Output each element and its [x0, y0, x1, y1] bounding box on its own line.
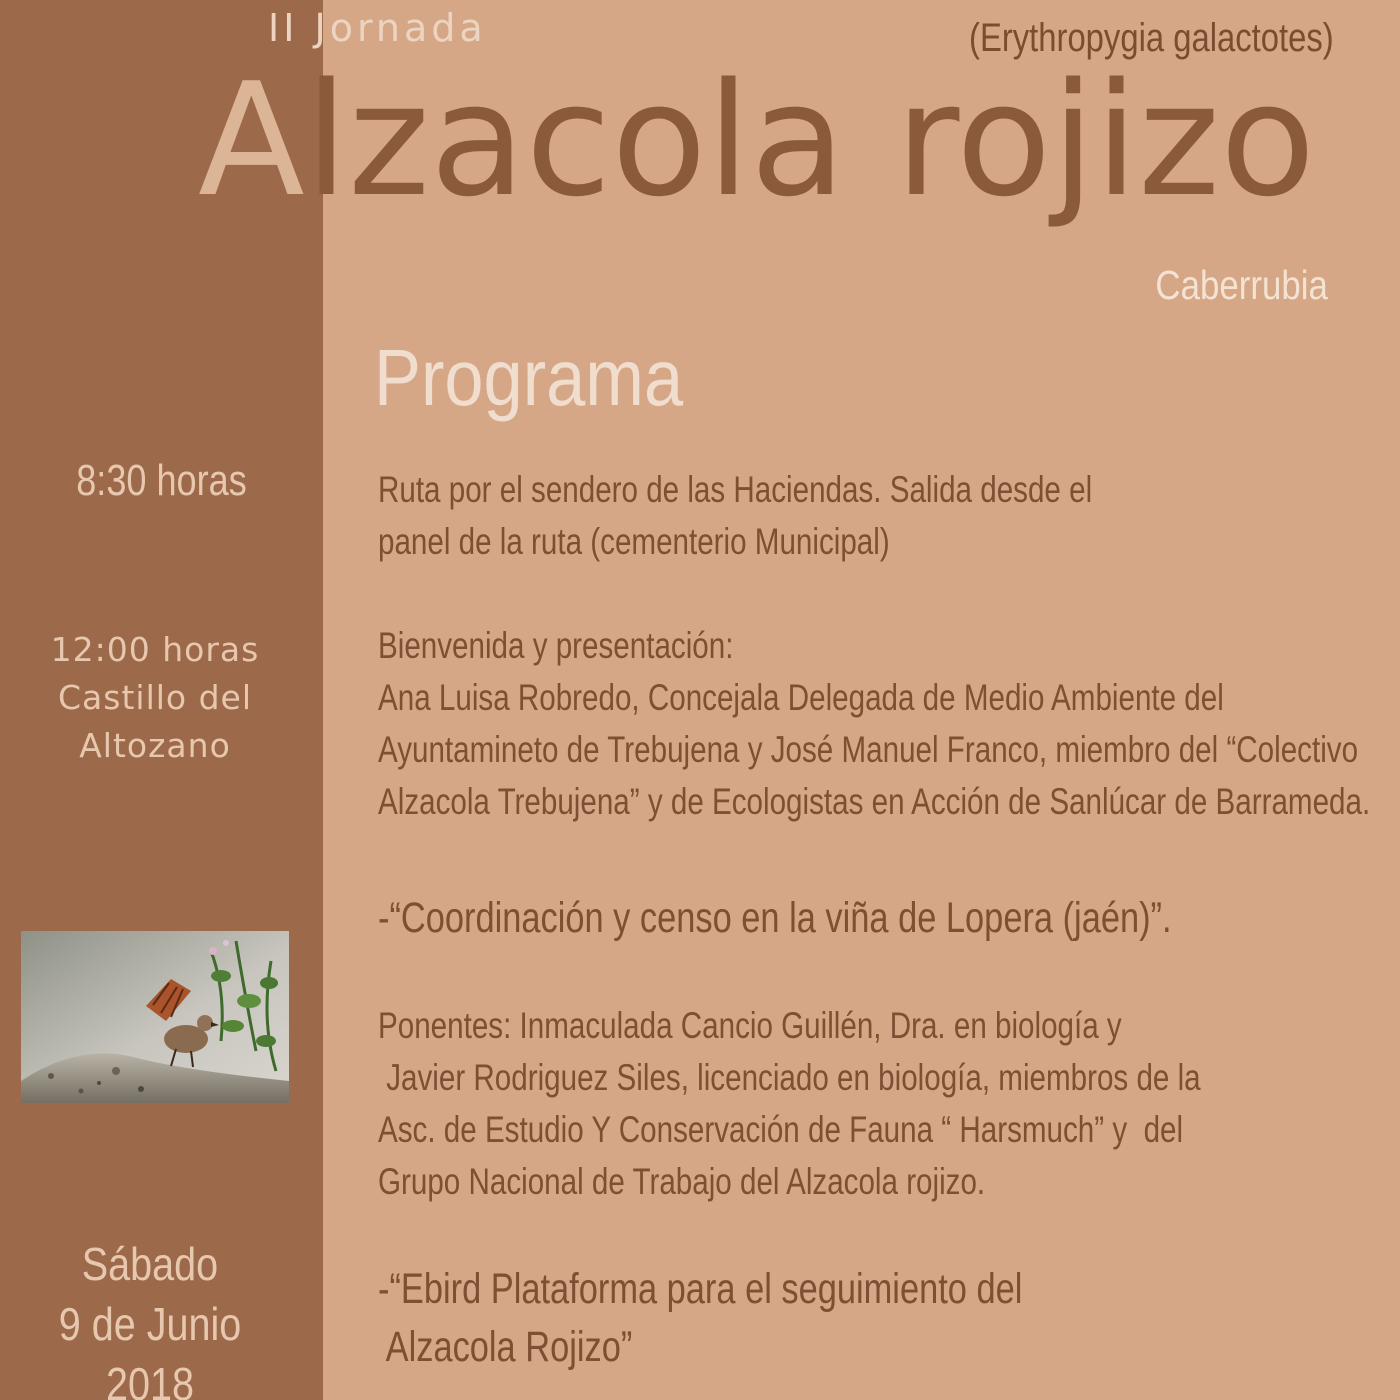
date-weekday: Sábado	[81, 1238, 219, 1290]
time-1200: 12:00 horas	[50, 630, 260, 669]
route-line-1: Ruta por el sendero de las Haciendas. Salida desde el	[378, 469, 1093, 510]
date-year: 2018	[105, 1358, 195, 1400]
welcome-line-4: Alzacola Trebujena” y de Ecologistas en Acción de Sanlúcar de Barrameda.	[378, 781, 1371, 822]
common-name-subtitle: Caberrubia	[1155, 262, 1328, 308]
speakers-line-1: Ponentes: Inmaculada Cancio Guillén, Dra. en biología y	[378, 1005, 1122, 1046]
speakers-line-3: Asc. de Estudio Y Conservación de Fauna “ Harsmuch” y del	[378, 1109, 1184, 1150]
talk-2-line-1: -“Ebird Plataforma para el seguimiento del	[378, 1265, 1023, 1313]
title-rest: lzacola rojizo	[304, 49, 1316, 231]
event-date	[21, 1234, 279, 1400]
program-item-route	[378, 464, 1092, 568]
speakers-line-2: Javier Rodriguez Siles, licenciado en biología, miembros de la	[378, 1057, 1201, 1098]
program-heading: Programa	[374, 333, 684, 422]
scientific-name: (Erythropygia galactotes)	[969, 16, 1334, 60]
talk-2-line-2: Alzacola Rojizo”	[378, 1323, 633, 1371]
location-line-2: Altozano	[79, 726, 231, 765]
welcome-line-3: Ayuntamineto de Trebujena y José Manuel Franco, miembro del “Colectivo	[378, 729, 1359, 770]
talk-1-title-text: -“Coordinación y censo en la viña de Lopera (jaén)”.	[378, 894, 1172, 942]
date-day-month: 9 de Junio	[58, 1298, 242, 1350]
location-line-1: Castillo del	[58, 678, 252, 717]
talk-1-speakers	[378, 1000, 1201, 1208]
time-830: 8:30 horas	[76, 456, 247, 505]
edition-label: II Jornada	[268, 6, 487, 50]
time-1200-location	[0, 626, 310, 770]
program-item-welcome	[378, 620, 1370, 828]
poster-title	[198, 49, 1316, 231]
speakers-line-4: Grupo Nacional de Trabajo del Alzacola rojizo.	[378, 1161, 986, 1202]
talk-1-title	[378, 890, 1172, 946]
title-first-letter: A	[198, 49, 305, 231]
talk-2-title	[378, 1260, 1022, 1376]
welcome-line-1: Bienvenida y presentación:	[378, 625, 734, 666]
bird-photo	[21, 931, 289, 1103]
welcome-line-2: Ana Luisa Robredo, Concejala Delegada de Medio Ambiente del	[378, 677, 1224, 718]
route-line-2: panel de la ruta (cementerio Municipal)	[378, 521, 890, 562]
